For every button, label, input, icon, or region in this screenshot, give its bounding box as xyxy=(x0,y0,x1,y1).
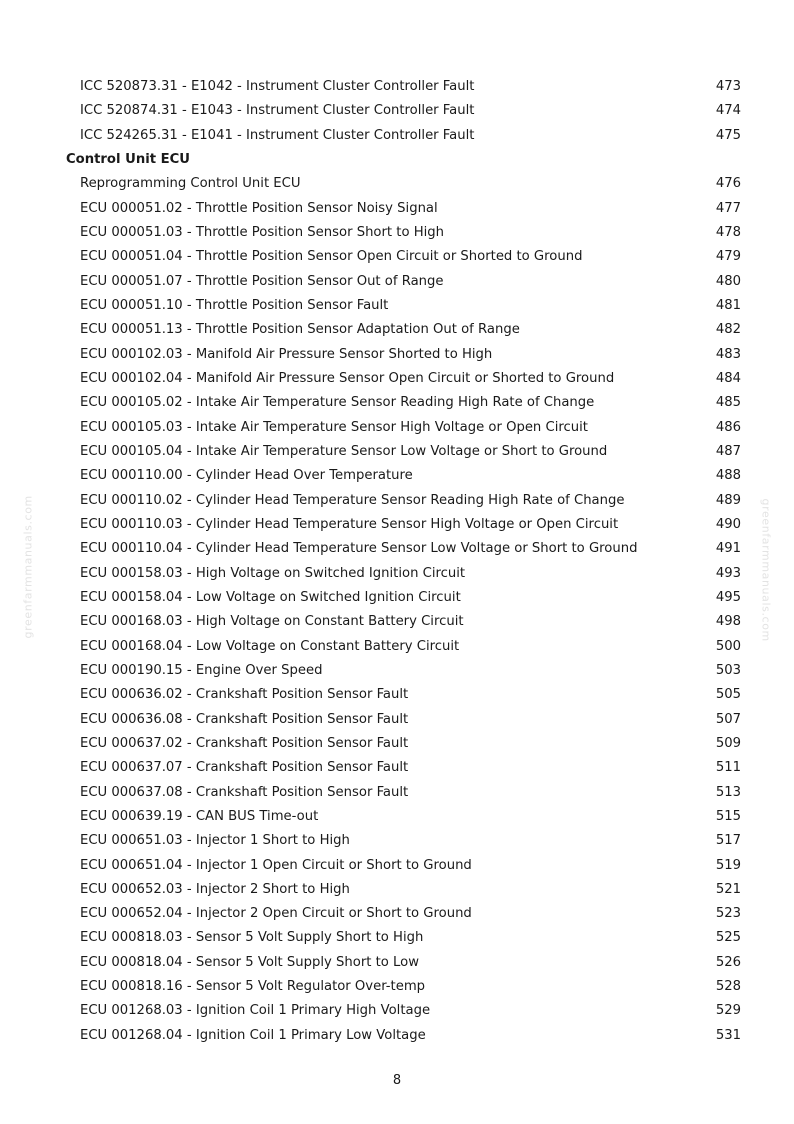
entry-page-number: 529 xyxy=(715,1003,741,1019)
entry-page-number: 507 xyxy=(715,711,741,727)
entry-title: ECU 000651.04 - Injector 1 Open Circuit or Short to Ground xyxy=(80,857,472,873)
table-of-contents xyxy=(0,75,794,1048)
toc-entry[interactable] xyxy=(0,610,794,634)
toc-entry[interactable] xyxy=(0,951,794,975)
toc-entry[interactable] xyxy=(0,1024,794,1048)
entry-page-number: 480 xyxy=(715,273,741,289)
toc-entry[interactable] xyxy=(0,805,794,829)
entry-page-number: 515 xyxy=(715,808,741,824)
toc-entry[interactable] xyxy=(0,586,794,610)
entry-page-number: 476 xyxy=(715,176,741,192)
entry-title: ICC 520874.31 - E1043 - Instrument Cluster Controller Fault xyxy=(80,103,475,119)
toc-entry[interactable] xyxy=(0,343,794,367)
toc-entry[interactable] xyxy=(0,367,794,391)
entry-title: ECU 001268.03 - Ignition Coil 1 Primary High Voltage xyxy=(80,1003,431,1019)
entry-page-number: 511 xyxy=(715,760,741,776)
toc-entry[interactable] xyxy=(0,172,794,196)
toc-entry[interactable] xyxy=(0,221,794,245)
entry-title: ECU 000168.04 - Low Voltage on Constant Battery Circuit xyxy=(80,638,460,654)
toc-entry[interactable] xyxy=(0,245,794,269)
toc-entry[interactable] xyxy=(0,562,794,586)
entry-page-number: 523 xyxy=(715,906,741,922)
entry-title: ECU 000636.08 - Crankshaft Position Sensor Fault xyxy=(80,711,409,727)
entry-title: ECU 000110.03 - Cylinder Head Temperature Sensor High Voltage or Open Circuit xyxy=(80,516,619,532)
toc-entry[interactable] xyxy=(0,537,794,561)
entry-title: Reprogramming Control Unit ECU xyxy=(80,176,301,192)
entry-page-number: 482 xyxy=(715,322,741,338)
entry-title: ECU 000637.07 - Crankshaft Position Sensor Fault xyxy=(80,760,409,776)
entry-title: ECU 001268.04 - Ignition Coil 1 Primary Low Voltage xyxy=(80,1027,426,1043)
watermark-left: greenfarmmanuals.com xyxy=(21,495,35,639)
entry-page-number: 531 xyxy=(715,1027,741,1043)
toc-entry[interactable] xyxy=(0,708,794,732)
entry-page-number: 493 xyxy=(715,565,741,581)
entry-title: ECU 000051.02 - Throttle Position Sensor Noisy Signal xyxy=(80,200,438,216)
toc-entry[interactable] xyxy=(0,124,794,148)
entry-page-number: 490 xyxy=(715,516,741,532)
entry-title: ECU 000818.16 - Sensor 5 Volt Regulator Over-temp xyxy=(80,979,426,995)
entry-page-number: 483 xyxy=(715,346,741,362)
toc-entry[interactable] xyxy=(0,440,794,464)
toc-entry[interactable] xyxy=(0,75,794,99)
entry-title: ECU 000818.04 - Sensor 5 Volt Supply Short to Low xyxy=(80,954,420,970)
entry-page-number: 477 xyxy=(715,200,741,216)
toc-entry[interactable] xyxy=(0,513,794,537)
entry-page-number: 491 xyxy=(715,541,741,557)
toc-entry[interactable] xyxy=(0,294,794,318)
toc-entry[interactable] xyxy=(0,683,794,707)
entry-page-number: 519 xyxy=(715,857,741,873)
entry-title: ECU 000051.04 - Throttle Position Sensor Open Circuit or Shorted to Ground xyxy=(80,249,583,265)
entry-page-number: 503 xyxy=(715,662,741,678)
toc-entry[interactable] xyxy=(0,829,794,853)
toc-entry[interactable] xyxy=(0,781,794,805)
entry-page-number: 509 xyxy=(715,735,741,751)
entry-page-number: 489 xyxy=(715,492,741,508)
entry-page-number: 485 xyxy=(715,395,741,411)
entry-title: ECU 000637.08 - Crankshaft Position Sensor Fault xyxy=(80,784,409,800)
entry-title: ECU 000190.15 - Engine Over Speed xyxy=(80,662,323,678)
entry-title: ECU 000636.02 - Crankshaft Position Sensor Fault xyxy=(80,687,409,703)
entry-page-number: 478 xyxy=(715,224,741,240)
entry-title: ECU 000051.07 - Throttle Position Sensor Out of Range xyxy=(80,273,444,289)
toc-entry[interactable] xyxy=(0,999,794,1023)
toc-section-heading xyxy=(0,148,794,172)
entry-title: ECU 000105.04 - Intake Air Temperature Sensor Low Voltage or Short to Ground xyxy=(80,443,608,459)
entry-page-number: 528 xyxy=(715,979,741,995)
toc-entry[interactable] xyxy=(0,270,794,294)
entry-page-number: 517 xyxy=(715,833,741,849)
entry-page-number: 481 xyxy=(715,297,741,313)
watermark-right: greenfarmmanuals.com xyxy=(759,498,773,642)
entry-page-number: 495 xyxy=(715,589,741,605)
entry-title: ECU 000651.03 - Injector 1 Short to High xyxy=(80,833,350,849)
entry-title: ECU 000637.02 - Crankshaft Position Sensor Fault xyxy=(80,735,409,751)
entry-page-number: 475 xyxy=(715,127,741,143)
toc-entry[interactable] xyxy=(0,99,794,123)
toc-entry[interactable] xyxy=(0,318,794,342)
section-title: Control Unit ECU xyxy=(66,151,191,167)
entry-title: ECU 000652.04 - Injector 2 Open Circuit or Short to Ground xyxy=(80,906,472,922)
entry-title: ECU 000051.03 - Throttle Position Sensor Short to High xyxy=(80,224,445,240)
toc-entry[interactable] xyxy=(0,464,794,488)
entry-page-number: 487 xyxy=(715,443,741,459)
entry-title: ECU 000639.19 - CAN BUS Time-out xyxy=(80,808,319,824)
entry-page-number: 473 xyxy=(715,79,741,94)
entry-title: ECU 000051.10 - Throttle Position Sensor Fault xyxy=(80,297,389,313)
entry-page-number: 488 xyxy=(715,468,741,484)
toc-entry[interactable] xyxy=(0,878,794,902)
toc-entry[interactable] xyxy=(0,902,794,926)
toc-entry[interactable] xyxy=(0,975,794,999)
entry-title: ECU 000168.03 - High Voltage on Constant Battery Circuit xyxy=(80,614,464,630)
entry-page-number: 498 xyxy=(715,614,741,630)
entry-title: ECU 000158.03 - High Voltage on Switched Ignition Circuit xyxy=(80,565,466,581)
page-number: 8 xyxy=(392,1073,402,1088)
entry-page-number: 513 xyxy=(715,784,741,800)
entry-title: ECU 000105.02 - Intake Air Temperature Sensor Reading High Rate of Change xyxy=(80,395,595,411)
entry-title: ECU 000102.04 - Manifold Air Pressure Sensor Open Circuit or Shorted to Ground xyxy=(80,370,615,386)
entry-title: ECU 000105.03 - Intake Air Temperature Sensor High Voltage or Open Circuit xyxy=(80,419,588,435)
entry-page-number: 484 xyxy=(715,370,741,386)
entry-page-number: 521 xyxy=(715,881,741,897)
toc-entry[interactable] xyxy=(0,416,794,440)
toc-entry[interactable] xyxy=(0,635,794,659)
toc-entry[interactable] xyxy=(0,756,794,780)
toc-entry[interactable] xyxy=(0,926,794,950)
entry-title: ICC 524265.31 - E1041 - Instrument Cluster Controller Fault xyxy=(80,127,475,143)
entry-title: ECU 000102.03 - Manifold Air Pressure Sensor Shorted to High xyxy=(80,346,493,362)
entry-page-number: 525 xyxy=(715,930,741,946)
entry-page-number: 486 xyxy=(715,419,741,435)
toc-entry[interactable] xyxy=(0,659,794,683)
toc-entry[interactable] xyxy=(0,489,794,513)
entry-title: ECU 000110.02 - Cylinder Head Temperature Sensor Reading High Rate of Change xyxy=(80,492,625,508)
entry-title: ECU 000110.00 - Cylinder Head Over Temperature xyxy=(80,468,413,484)
entry-page-number: 500 xyxy=(715,638,741,654)
toc-entry[interactable] xyxy=(0,197,794,221)
entry-title: ECU 000110.04 - Cylinder Head Temperature Sensor Low Voltage or Short to Ground xyxy=(80,541,638,557)
toc-entry[interactable] xyxy=(0,391,794,415)
toc-entry[interactable] xyxy=(0,732,794,756)
entry-title: ECU 000818.03 - Sensor 5 Volt Supply Short to High xyxy=(80,930,424,946)
entry-title: ECU 000158.04 - Low Voltage on Switched Ignition Circuit xyxy=(80,589,461,605)
entry-title: ECU 000652.03 - Injector 2 Short to High xyxy=(80,881,350,897)
entry-page-number: 505 xyxy=(715,687,741,703)
entry-page-number: 479 xyxy=(715,249,741,265)
entry-title: ICC 520873.31 - E1042 - Instrument Cluster Controller Fault xyxy=(80,79,475,94)
toc-entry[interactable] xyxy=(0,854,794,878)
entry-page-number: 474 xyxy=(715,103,741,119)
entry-page-number: 526 xyxy=(715,954,741,970)
entry-title: ECU 000051.13 - Throttle Position Sensor Adaptation Out of Range xyxy=(80,322,520,338)
